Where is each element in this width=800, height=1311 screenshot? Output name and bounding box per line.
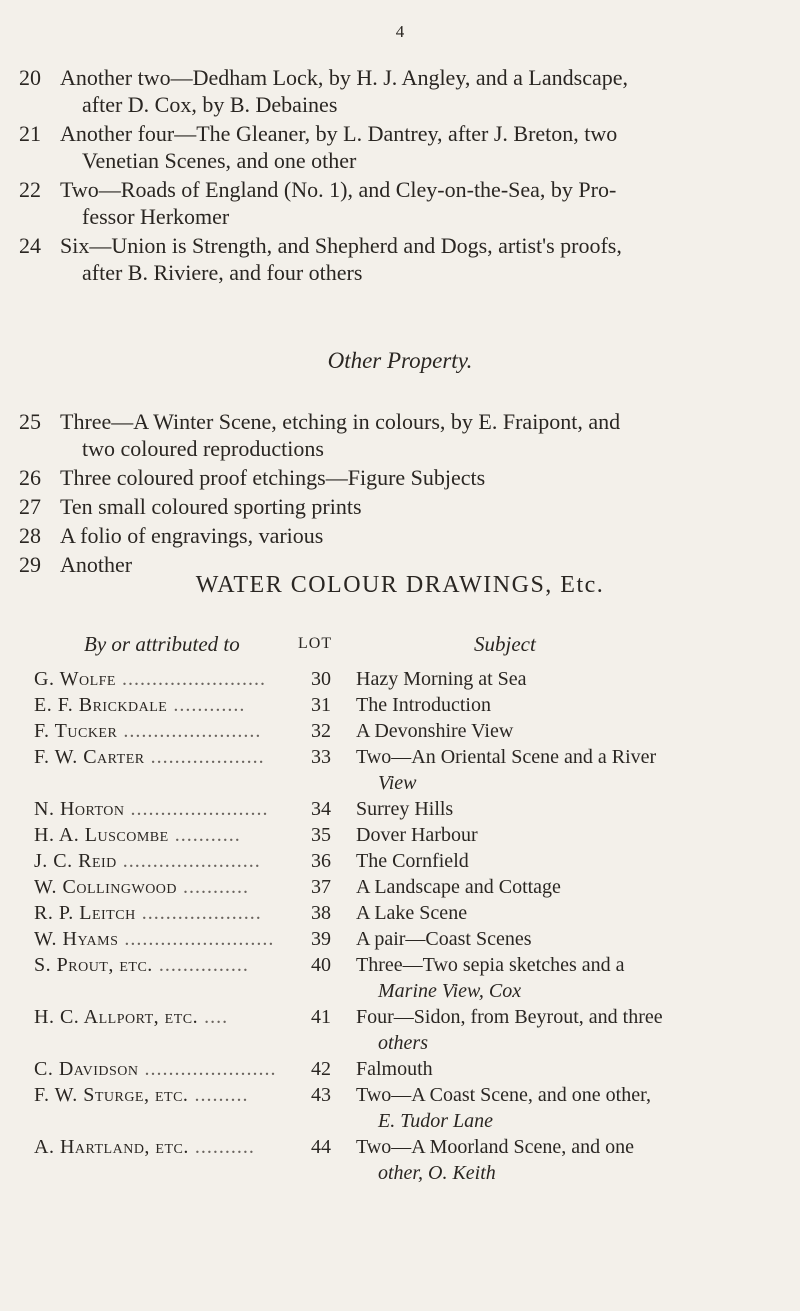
lot-item: [0, 176, 800, 230]
artist-name: G. Wolfe: [34, 668, 116, 690]
subject-line1: A Devonshire View: [356, 720, 514, 742]
subject-cell: [346, 692, 796, 718]
lot-cell: 32: [311, 720, 331, 742]
drawings-table: [0, 666, 800, 1186]
artist-name: H. A. Luscombe: [34, 824, 169, 846]
lot-description: [60, 522, 780, 549]
artist-cell: [0, 874, 296, 900]
leader-dots: .......................: [124, 798, 269, 820]
lot-list-top: [0, 64, 800, 288]
lot-description-line2: fessor Herkomer: [82, 204, 230, 229]
lot-cell: 31: [311, 694, 331, 716]
subject-line2: E. Tudor Lane: [378, 1110, 494, 1132]
column-header-subject: Subject: [474, 632, 536, 656]
subject-cell: [346, 822, 796, 848]
artist-cell: [0, 822, 296, 848]
artist-name: N. Horton: [34, 798, 125, 820]
artist-cell: [0, 848, 296, 874]
lot-cell: 42: [311, 1058, 331, 1080]
lot-description-line1: Three—A Winter Scene, etching in colours, by E. Fraipont, and: [60, 409, 621, 434]
lot-number: 27: [19, 494, 41, 519]
subject-line2: View: [378, 772, 417, 794]
leader-dots: .........: [188, 1084, 249, 1106]
subject-cell: [346, 1082, 796, 1134]
artist-cell: [0, 1056, 296, 1082]
lot-description-line2: after B. Riviere, and four others: [82, 260, 363, 285]
lot-number: 22: [19, 177, 41, 202]
artist-name: E. F. Brickdale: [34, 694, 168, 716]
lot-item: [0, 522, 800, 549]
subject-line1: Two—A Coast Scene, and one other,: [356, 1084, 651, 1106]
subject-cell: [346, 796, 796, 822]
subject-line1: Hazy Morning at Sea: [356, 668, 527, 690]
artist-cell: [0, 1004, 296, 1056]
lot-item: [0, 64, 800, 118]
leader-dots: .........................: [118, 928, 275, 950]
lot-cell: 38: [311, 902, 331, 924]
lot-description: [60, 408, 780, 462]
table-row: [0, 1134, 800, 1186]
subject-cell: [346, 1134, 796, 1186]
section-title: WATER COLOUR DRAWINGS, Etc.: [195, 572, 605, 598]
lot-list-mid: [0, 408, 800, 580]
lot-cell: 30: [311, 668, 331, 690]
lot-description-line1: Ten small coloured sporting prints: [60, 494, 362, 519]
lot-cell: 41: [311, 1006, 331, 1028]
artist-name: J. C. Reid: [34, 850, 117, 872]
subject-cell: [346, 900, 796, 926]
table-row: [0, 744, 800, 796]
subject-line1: Two—An Oriental Scene and a River: [356, 746, 657, 768]
subject-cell: [346, 926, 796, 952]
subject-line1: Three—Two sepia sketches and a: [356, 954, 625, 976]
table-row: [0, 1056, 800, 1082]
artist-name: F. W. Carter: [34, 746, 145, 768]
artist-name: S. Prout, etc.: [34, 954, 153, 976]
other-property-heading: Other Property.: [327, 348, 473, 373]
subject-line1: The Cornfield: [356, 850, 469, 872]
table-row: [0, 822, 800, 848]
artist-cell: [0, 744, 296, 796]
lot-description: [60, 464, 780, 491]
table-row: [0, 848, 800, 874]
artist-name: F. W. Sturge, etc.: [34, 1084, 189, 1106]
table-row: [0, 666, 800, 692]
lot-description-line1: Another four—The Gleaner, by L. Dantrey, after J. Breton, two: [60, 121, 618, 146]
subject-cell: [346, 666, 796, 692]
page-number: 4: [395, 22, 405, 41]
table-row: [0, 926, 800, 952]
artist-name: F. Tucker: [34, 720, 118, 742]
artist-cell: [0, 718, 296, 744]
artist-cell: [0, 900, 296, 926]
leader-dots: ......................: [138, 1058, 277, 1080]
subject-cell: [346, 952, 796, 1004]
artist-cell: [0, 666, 296, 692]
subject-line2: Marine View, Cox: [378, 980, 522, 1002]
subject-cell: [346, 874, 796, 900]
table-row: [0, 1082, 800, 1134]
subject-line1: Falmouth: [356, 1058, 433, 1080]
subject-cell: [346, 718, 796, 744]
lot-description: [60, 232, 780, 286]
lot-description-line2: two coloured reproductions: [82, 436, 324, 461]
lot-number: 25: [19, 409, 41, 434]
artist-name: W. Hyams: [34, 928, 119, 950]
leader-dots: .......................: [116, 850, 261, 872]
lot-cell: 39: [311, 928, 331, 950]
lot-description-line1: Six—Union is Strength, and Shepherd and Dogs, artist's proofs,: [60, 233, 622, 258]
artist-name: C. Davidson: [34, 1058, 139, 1080]
column-header-lot: LOT: [298, 635, 333, 652]
lot-item: [0, 232, 800, 286]
lot-cell: 34: [311, 798, 331, 820]
artist-cell: [0, 1134, 296, 1186]
table-row: [0, 874, 800, 900]
lot-description: [60, 120, 780, 174]
lot-item: [0, 408, 800, 462]
artist-cell: [0, 692, 296, 718]
subject-line1: Dover Harbour: [356, 824, 478, 846]
lot-number: 21: [19, 121, 41, 146]
table-row: [0, 952, 800, 1004]
leader-dots: ...........: [168, 824, 241, 846]
lot-description-line1: A folio of engravings, various: [60, 523, 324, 548]
artist-name: H. C. Allport, etc.: [34, 1006, 199, 1028]
table-row: [0, 796, 800, 822]
lot-description: [60, 64, 780, 118]
leader-dots: ...........: [177, 876, 250, 898]
artist-cell: [0, 952, 296, 1004]
lot-cell: 40: [311, 954, 331, 976]
lot-description: [60, 493, 780, 520]
subject-line1: A Landscape and Cottage: [356, 876, 561, 898]
artist-name: A. Hartland, etc.: [34, 1136, 189, 1158]
subject-line1: A Lake Scene: [356, 902, 468, 924]
subject-cell: [346, 744, 796, 796]
subject-line1: Two—A Moorland Scene, and one: [356, 1136, 634, 1158]
lot-cell: 37: [311, 876, 331, 898]
artist-cell: [0, 796, 296, 822]
table-row: [0, 900, 800, 926]
lot-description-line2: after D. Cox, by B. Debaines: [82, 92, 338, 117]
lot-number: 29: [19, 552, 41, 577]
lot-number: 20: [19, 65, 41, 90]
column-header-artist: By or attributed to: [84, 632, 240, 656]
lot-cell: 35: [311, 824, 331, 846]
lot-description-line1: Two—Roads of England (No. 1), and Cley-on-the-Sea, by Pro-: [60, 177, 617, 202]
lot-cell: 36: [311, 850, 331, 872]
artist-cell: [0, 926, 296, 952]
lot-description-line1: Three coloured proof etchings—Figure Subjects: [60, 465, 486, 490]
subject-line2: others: [378, 1032, 428, 1054]
lot-number: 26: [19, 465, 41, 490]
subject-cell: [346, 1004, 796, 1056]
leader-dots: ....: [198, 1006, 229, 1028]
leader-dots: ...................: [144, 746, 265, 768]
lot-cell: 44: [311, 1136, 331, 1158]
lot-item: [0, 120, 800, 174]
lot-cell: 33: [311, 746, 331, 768]
artist-cell: [0, 1082, 296, 1134]
table-row: [0, 692, 800, 718]
subject-line1: A pair—Coast Scenes: [356, 928, 532, 950]
subject-cell: [346, 848, 796, 874]
leader-dots: ..........: [188, 1136, 255, 1158]
leader-dots: ........................: [115, 668, 266, 690]
subject-line1: Four—Sidon, from Beyrout, and three: [356, 1006, 663, 1028]
table-row: [0, 718, 800, 744]
lot-number: 28: [19, 523, 41, 548]
leader-dots: .......................: [117, 720, 262, 742]
lot-number: 24: [19, 233, 41, 258]
leader-dots: ............: [167, 694, 246, 716]
lot-description-line1: Another: [60, 552, 133, 577]
lot-description-line1: Another two—Dedham Lock, by H. J. Angley, and a Landscape,: [60, 65, 628, 90]
artist-name: R. P. Leitch: [34, 902, 136, 924]
leader-dots: ....................: [135, 902, 262, 924]
leader-dots: ...............: [152, 954, 249, 976]
lot-description-line2: Venetian Scenes, and one other: [82, 148, 357, 173]
lot-item: [0, 464, 800, 491]
subject-cell: [346, 1056, 796, 1082]
subject-line1: The Introduction: [356, 694, 491, 716]
lot-item: [0, 493, 800, 520]
artist-name: W. Collingwood: [34, 876, 178, 898]
table-row: [0, 1004, 800, 1056]
lot-description: [60, 176, 780, 230]
subject-line2: other, O. Keith: [378, 1162, 496, 1184]
subject-line1: Surrey Hills: [356, 798, 454, 820]
lot-cell: 43: [311, 1084, 331, 1106]
